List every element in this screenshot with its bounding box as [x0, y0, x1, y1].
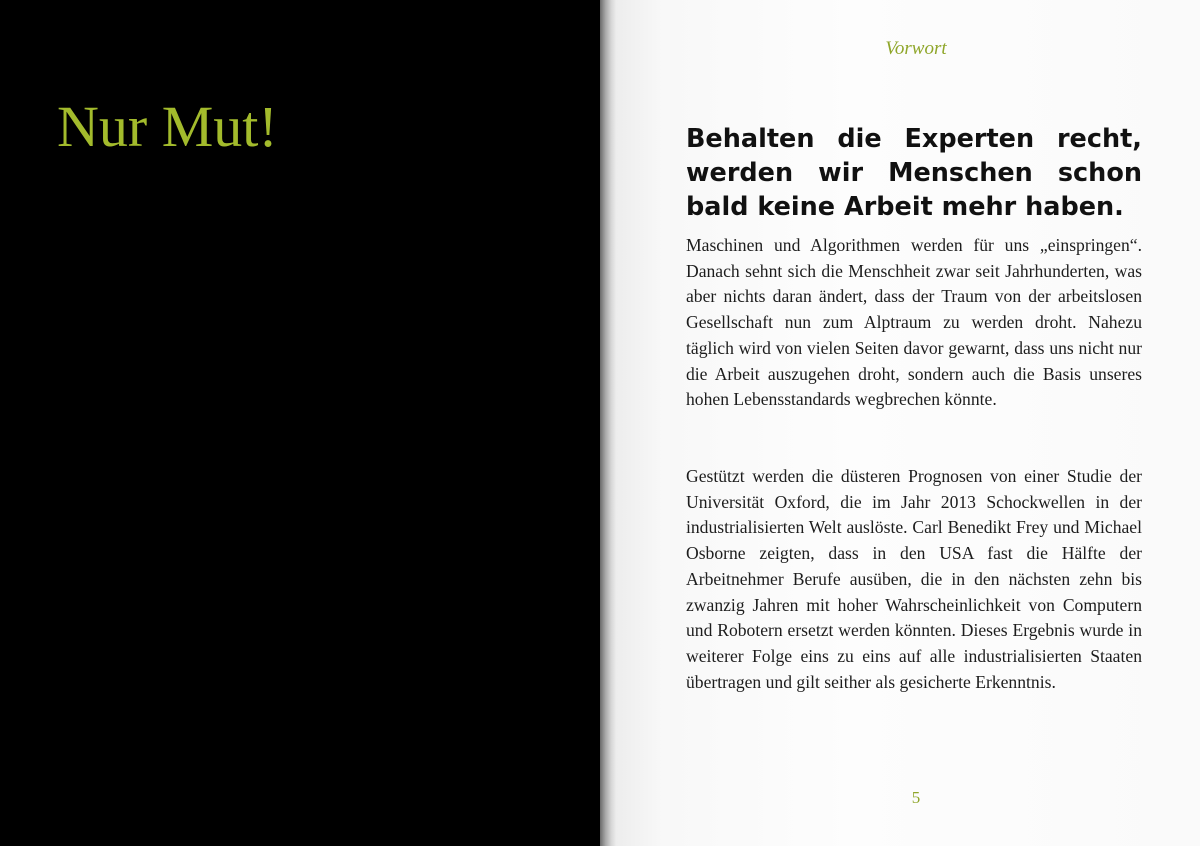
section-heading: Behalten die Experten recht, werden wir Menschen schon bald keine Arbeit mehr haben.: [686, 124, 1142, 222]
book-gutter: [600, 0, 616, 846]
chapter-title: Nur Mut!: [57, 94, 278, 159]
page-number: 5: [911, 788, 921, 807]
running-head: Vorwort: [885, 38, 947, 59]
body-paragraph-2: Gestützt werden die düsteren Prognosen von einer Studie der Universität Oxford, die im Jahr 2013 Schockwellen in der industrialisierten Welt auslöste. Carl Benedikt Frey und Michael Osborne zeigten, dass in den USA fast die Hälfte der Arbeitnehmer Berufe ausüben, die in den nächsten zehn bis zwanzig Jahren mit hoher Wahrscheinlichkeit von Computern und Robotern ersetzt werden könnten. Dieses Ergebnis wurde in weiterer Folge eins zu eins auf alle industrialisierten Staaten übertragen und gilt seither als gesicherte Erkenntnis.: [686, 466, 1142, 692]
right-page: [616, 0, 1200, 846]
body-paragraph-1: Maschinen und Algorithmen werden für uns „einspringen“. Danach sehnt sich die Menschheit zwar seit Jahrhunderten, was aber nichts daran ändert, dass der Traum von der arbeitslosen Gesellschaft nun zum Alptraum zu werden droht. Nahezu täglich wird von vielen Seiten davor gewarnt, dass uns nicht nur die Arbeit auszugehen droht, sondern auch die Basis unseres hohen Lebensstandards wegbrechen könnte.: [686, 235, 1142, 410]
